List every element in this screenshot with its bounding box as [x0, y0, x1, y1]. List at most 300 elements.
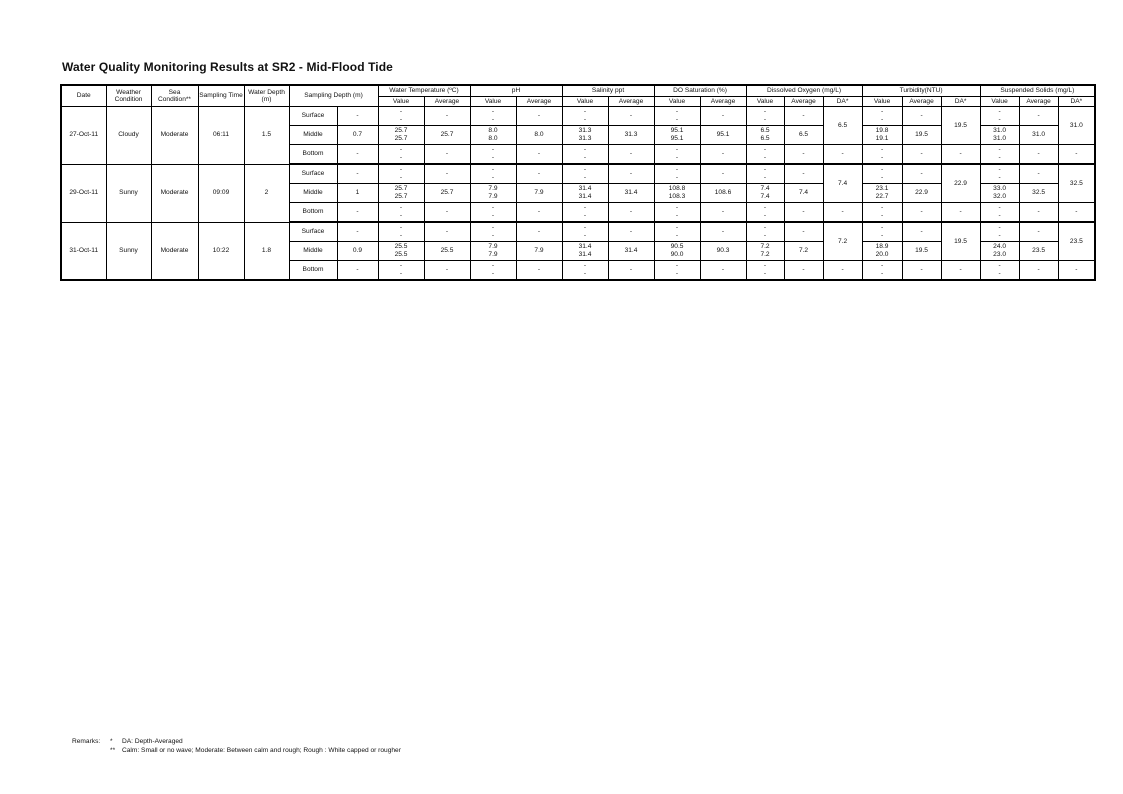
average-cell: 23.5 — [1019, 242, 1058, 261]
dash-mark: - — [880, 270, 884, 277]
value-cell — [654, 242, 700, 261]
date-cell: 31-Oct-11 — [61, 222, 106, 280]
value-cell — [654, 107, 700, 126]
remarks-star-1: * — [110, 738, 113, 745]
subheader-average: Average — [700, 97, 746, 107]
average-cell — [424, 107, 470, 126]
reading-value: 8.0 — [488, 127, 498, 134]
dash-mark: - — [675, 232, 679, 239]
value-cell — [378, 203, 424, 223]
dash-mark: - — [491, 262, 495, 269]
reading-value: 31.3 — [578, 127, 592, 134]
dash-mark: - — [675, 262, 679, 269]
dash-mark: - — [399, 146, 403, 153]
value-cell — [746, 126, 784, 145]
average-cell: 95.1 — [700, 126, 746, 145]
da-cell: 23.5 — [1058, 222, 1095, 261]
reading-value: 31.4 — [578, 193, 592, 200]
average-cell: 22.9 — [902, 184, 941, 203]
table-row — [61, 222, 1095, 242]
value-cell — [470, 107, 516, 126]
dash-mark: - — [763, 262, 767, 269]
depth-cell — [337, 222, 378, 242]
dash-mark: - — [356, 228, 359, 235]
level-bottom: Bottom — [289, 145, 337, 165]
dash-mark: - — [399, 204, 403, 211]
average-cell — [784, 145, 823, 165]
reading-value: 25.7 — [394, 127, 408, 134]
dash-mark: - — [491, 204, 495, 211]
reading-value: 23.1 — [875, 185, 889, 192]
remarks — [72, 737, 401, 755]
dash-mark: - — [880, 116, 884, 123]
dash-mark: - — [998, 166, 1001, 173]
header-water-depth: Water Depth (m) — [244, 85, 289, 107]
header-ph: pH — [470, 85, 562, 97]
dash-mark: - — [356, 112, 359, 119]
value-cell — [378, 126, 424, 145]
dash-mark: - — [399, 224, 403, 231]
reading-value: 31.4 — [578, 251, 592, 258]
dash-mark: - — [399, 262, 403, 269]
dash-mark: - — [399, 212, 403, 219]
average-cell — [700, 164, 746, 184]
value-cell — [746, 145, 784, 165]
average-cell: 7.9 — [516, 184, 562, 203]
average-cell — [902, 222, 941, 242]
da-cell: 7.2 — [823, 222, 862, 261]
value-cell — [654, 261, 700, 281]
da-cell — [1058, 145, 1095, 165]
average-cell: 31.4 — [608, 184, 654, 203]
weather-cell: Sunny — [106, 164, 151, 222]
value-cell — [980, 126, 1019, 145]
level-middle: Middle — [289, 184, 337, 203]
average-cell — [700, 203, 746, 223]
da-cell — [823, 261, 862, 281]
value-cell — [378, 107, 424, 126]
dash-mark: - — [920, 228, 923, 235]
dash-mark: - — [920, 208, 923, 215]
dash-mark: - — [675, 204, 679, 211]
dash-mark: - — [763, 154, 767, 161]
dash-mark: - — [399, 116, 403, 123]
remarks-star-2: ** — [110, 747, 116, 754]
da-cell — [1058, 261, 1095, 281]
value-cell — [562, 184, 608, 203]
subheader-value: Value — [746, 97, 784, 107]
time-cell: 06:11 — [198, 107, 244, 165]
reading-value: 25.7 — [394, 193, 408, 200]
sea-cell: Moderate — [151, 164, 198, 222]
dash-mark: - — [356, 170, 359, 177]
reading-value: 22.7 — [875, 193, 889, 200]
header-turbidity: Turbidity(NTU) — [862, 85, 980, 97]
dash-mark: - — [763, 212, 767, 219]
subheader-average: Average — [1019, 97, 1058, 107]
value-cell — [378, 242, 424, 261]
reading-value: 95.1 — [670, 127, 684, 134]
average-cell — [516, 164, 562, 184]
header-time: Sampling Time — [198, 85, 244, 107]
value-cell — [654, 203, 700, 223]
value-cell — [980, 222, 1019, 242]
reading-value: 31.3 — [578, 135, 592, 142]
page-title: Water Quality Monitoring Results at SR2 - Mid-Flood Tide — [62, 60, 393, 74]
header-do-saturation: DO Saturation (%) — [654, 85, 746, 97]
reading-value: 33.0 — [993, 185, 1006, 192]
dash-mark: - — [537, 266, 541, 273]
header-dissolved-oxygen: Dissolved Oxygen (mg/L) — [746, 85, 862, 97]
header-sampling-depth: Sampling Depth (m) — [289, 85, 378, 107]
dash-mark: - — [880, 224, 884, 231]
dash-mark: - — [629, 150, 633, 157]
value-cell — [862, 126, 902, 145]
value-cell — [470, 145, 516, 165]
dash-mark: - — [1037, 266, 1040, 273]
reading-value: 24.0 — [993, 243, 1006, 250]
header-salinity: Salinity ppt — [562, 85, 654, 97]
dash-mark: - — [1037, 208, 1040, 215]
average-cell — [516, 145, 562, 165]
dash-mark: - — [763, 224, 767, 231]
dash-mark: - — [802, 112, 805, 119]
value-cell — [746, 242, 784, 261]
average-cell: 25.5 — [424, 242, 470, 261]
depth-cell: 1 — [337, 184, 378, 203]
depth-cell — [337, 145, 378, 165]
reading-value: 23.0 — [993, 251, 1006, 258]
dash-mark: - — [445, 150, 449, 157]
value-cell — [862, 184, 902, 203]
value-cell — [470, 184, 516, 203]
average-cell: 32.5 — [1019, 184, 1058, 203]
dash-mark: - — [998, 204, 1001, 211]
average-cell — [424, 261, 470, 281]
dash-mark: - — [583, 108, 587, 115]
value-cell — [470, 222, 516, 242]
dash-mark: - — [675, 108, 679, 115]
value-cell — [654, 126, 700, 145]
dash-mark: - — [920, 266, 923, 273]
depth-cell: 0.9 — [337, 242, 378, 261]
dash-mark: - — [959, 266, 962, 273]
dash-mark: - — [920, 170, 923, 177]
dash-mark: - — [959, 208, 962, 215]
dash-mark: - — [583, 262, 587, 269]
depth-cell — [337, 164, 378, 184]
dash-mark: - — [583, 146, 587, 153]
reading-value: 108.8 — [668, 185, 686, 192]
dash-mark: - — [1037, 112, 1040, 119]
reading-value: 20.0 — [875, 251, 889, 258]
value-cell — [562, 222, 608, 242]
value-cell — [470, 242, 516, 261]
dash-mark: - — [491, 146, 495, 153]
value-cell — [654, 184, 700, 203]
dash-mark: - — [583, 270, 587, 277]
reading-value: 19.1 — [875, 135, 889, 142]
time-cell: 10:22 — [198, 222, 244, 280]
average-cell: 31.0 — [1019, 126, 1058, 145]
dash-mark: - — [356, 150, 359, 157]
value-cell — [980, 107, 1019, 126]
reading-value: 19.8 — [875, 127, 889, 134]
depth-cell — [337, 203, 378, 223]
average-cell — [784, 203, 823, 223]
average-cell — [700, 107, 746, 126]
dash-mark: - — [998, 270, 1001, 277]
dash-mark: - — [802, 208, 805, 215]
average-cell — [516, 203, 562, 223]
dash-mark: - — [491, 116, 495, 123]
average-cell: 19.5 — [902, 242, 941, 261]
average-cell — [424, 145, 470, 165]
date-cell: 27-Oct-11 — [61, 107, 106, 165]
dash-mark: - — [491, 166, 495, 173]
average-cell — [700, 261, 746, 281]
average-cell — [424, 164, 470, 184]
dash-mark: - — [880, 232, 884, 239]
date-cell: 29-Oct-11 — [61, 164, 106, 222]
da-cell — [823, 145, 862, 165]
value-cell — [862, 145, 902, 165]
time-cell: 09:09 — [198, 164, 244, 222]
dash-mark: - — [629, 170, 633, 177]
average-cell — [1019, 145, 1058, 165]
reading-value: 7.2 — [760, 251, 770, 258]
average-cell: 90.3 — [700, 242, 746, 261]
reading-value: 90.0 — [670, 251, 684, 258]
header-weather: Weather Condition — [106, 85, 151, 107]
dash-mark: - — [445, 112, 449, 119]
water-depth-cell: 1.5 — [244, 107, 289, 165]
reading-value: 7.9 — [488, 185, 498, 192]
level-middle: Middle — [289, 126, 337, 145]
dash-mark: - — [675, 270, 679, 277]
table-row — [61, 164, 1095, 184]
dash-mark: - — [998, 224, 1001, 231]
dash-mark: - — [1075, 208, 1078, 215]
dash-mark: - — [880, 204, 884, 211]
da-cell — [941, 145, 980, 165]
da-cell — [941, 261, 980, 281]
value-cell — [470, 126, 516, 145]
reading-value: 108.3 — [668, 193, 686, 200]
reading-value: 90.5 — [670, 243, 684, 250]
dash-mark: - — [491, 174, 495, 181]
average-cell: 7.2 — [784, 242, 823, 261]
dash-mark: - — [880, 166, 884, 173]
reading-value: 25.7 — [394, 135, 408, 142]
dash-mark: - — [880, 262, 884, 269]
subheader-average: Average — [902, 97, 941, 107]
value-cell — [980, 242, 1019, 261]
da-cell: 31.0 — [1058, 107, 1095, 145]
dash-mark: - — [583, 116, 587, 123]
depth-cell — [337, 261, 378, 281]
header-suspended-solids: Suspended Solids (mg/L) — [980, 85, 1095, 97]
value-cell — [470, 261, 516, 281]
dash-mark: - — [998, 174, 1001, 181]
dash-mark: - — [1037, 228, 1040, 235]
water-depth-cell: 1.8 — [244, 222, 289, 280]
dash-mark: - — [537, 228, 541, 235]
dash-mark: - — [491, 154, 495, 161]
dash-mark: - — [721, 150, 725, 157]
da-cell: 32.5 — [1058, 164, 1095, 203]
value-cell — [862, 261, 902, 281]
average-cell — [1019, 203, 1058, 223]
dash-mark: - — [491, 232, 495, 239]
reading-value: 31.4 — [578, 185, 592, 192]
value-cell — [562, 126, 608, 145]
subheader-average: Average — [608, 97, 654, 107]
dash-mark: - — [998, 232, 1001, 239]
reading-value: 7.4 — [760, 185, 770, 192]
reading-value: 95.1 — [670, 135, 684, 142]
subheader-average: Average — [424, 97, 470, 107]
subheader-average: Average — [784, 97, 823, 107]
dash-mark: - — [998, 108, 1001, 115]
dash-mark: - — [491, 212, 495, 219]
average-cell — [608, 222, 654, 242]
dash-mark: - — [399, 232, 403, 239]
water-depth-cell: 2 — [244, 164, 289, 222]
value-cell — [746, 261, 784, 281]
depth-cell: 0.7 — [337, 126, 378, 145]
dash-mark: - — [583, 154, 587, 161]
dash-mark: - — [763, 270, 767, 277]
average-cell — [902, 145, 941, 165]
average-cell — [608, 164, 654, 184]
dash-mark: - — [880, 146, 884, 153]
average-cell — [608, 261, 654, 281]
dash-mark: - — [721, 170, 725, 177]
dash-mark: - — [998, 262, 1001, 269]
value-cell — [378, 164, 424, 184]
average-cell: 31.3 — [608, 126, 654, 145]
value-cell — [378, 261, 424, 281]
dash-mark: - — [721, 112, 725, 119]
subheader-value: Value — [654, 97, 700, 107]
da-cell — [1058, 203, 1095, 223]
da-cell — [823, 203, 862, 223]
dash-mark: - — [356, 266, 359, 273]
average-cell — [784, 261, 823, 281]
subheader-value: Value — [470, 97, 516, 107]
dash-mark: - — [802, 150, 805, 157]
weather-cell: Cloudy — [106, 107, 151, 165]
dash-mark: - — [629, 112, 633, 119]
average-cell — [700, 145, 746, 165]
reading-value: 6.5 — [760, 135, 770, 142]
value-cell — [470, 203, 516, 223]
reading-value: 7.9 — [488, 243, 498, 250]
level-surface: Surface — [289, 222, 337, 242]
da-cell: 6.5 — [823, 107, 862, 145]
dash-mark: - — [763, 116, 767, 123]
reading-value: 7.9 — [488, 251, 498, 258]
average-cell — [516, 222, 562, 242]
remarks-label: Remarks: — [72, 738, 101, 745]
average-cell: 7.4 — [784, 184, 823, 203]
value-cell — [862, 107, 902, 126]
dash-mark: - — [537, 112, 541, 119]
reading-value: 7.9 — [488, 193, 498, 200]
average-cell — [424, 222, 470, 242]
value-cell — [746, 107, 784, 126]
table-row — [61, 107, 1095, 126]
header-temperature: Water Temperature (ºC) — [378, 85, 470, 97]
value-cell — [654, 164, 700, 184]
header-sea: Sea Condition** — [151, 85, 198, 107]
average-cell — [784, 222, 823, 242]
average-cell — [700, 222, 746, 242]
reading-value: 31.0 — [993, 127, 1006, 134]
average-cell — [608, 107, 654, 126]
average-cell — [1019, 261, 1058, 281]
average-cell — [608, 145, 654, 165]
value-cell — [562, 261, 608, 281]
dash-mark: - — [802, 228, 805, 235]
dash-mark: - — [583, 166, 587, 173]
value-cell — [862, 222, 902, 242]
dash-mark: - — [998, 154, 1001, 161]
da-cell: 19.5 — [941, 222, 980, 261]
dash-mark: - — [1037, 170, 1040, 177]
dash-mark: - — [399, 174, 403, 181]
value-cell — [562, 164, 608, 184]
dash-mark: - — [763, 146, 767, 153]
average-cell: 31.4 — [608, 242, 654, 261]
reading-value: 32.0 — [993, 193, 1006, 200]
value-cell — [654, 222, 700, 242]
dash-mark: - — [1075, 150, 1078, 157]
value-cell — [862, 242, 902, 261]
dash-mark: - — [445, 266, 449, 273]
dash-mark: - — [583, 232, 587, 239]
level-bottom: Bottom — [289, 261, 337, 281]
value-cell — [746, 184, 784, 203]
dash-mark: - — [399, 154, 403, 161]
subheader-value: Value — [378, 97, 424, 107]
dash-mark: - — [802, 266, 805, 273]
depth-cell — [337, 107, 378, 126]
dash-mark: - — [1075, 266, 1078, 273]
average-cell — [608, 203, 654, 223]
value-cell — [980, 164, 1019, 184]
dash-mark: - — [920, 150, 923, 157]
dash-mark: - — [399, 108, 403, 115]
remarks-note-1: DA: Depth-Averaged — [122, 738, 183, 745]
weather-cell: Sunny — [106, 222, 151, 280]
dash-mark: - — [445, 228, 449, 235]
average-cell — [902, 107, 941, 126]
da-cell: 7.4 — [823, 164, 862, 203]
dash-mark: - — [399, 166, 403, 173]
sea-cell: Moderate — [151, 222, 198, 280]
subheader-da: DA* — [941, 97, 980, 107]
subheader-value: Value — [862, 97, 902, 107]
subheader-value: Value — [980, 97, 1019, 107]
value-cell — [862, 164, 902, 184]
dash-mark: - — [763, 174, 767, 181]
dash-mark: - — [491, 108, 495, 115]
da-cell: 19.5 — [941, 107, 980, 145]
subheader-da: DA* — [1058, 97, 1095, 107]
dash-mark: - — [841, 208, 844, 215]
